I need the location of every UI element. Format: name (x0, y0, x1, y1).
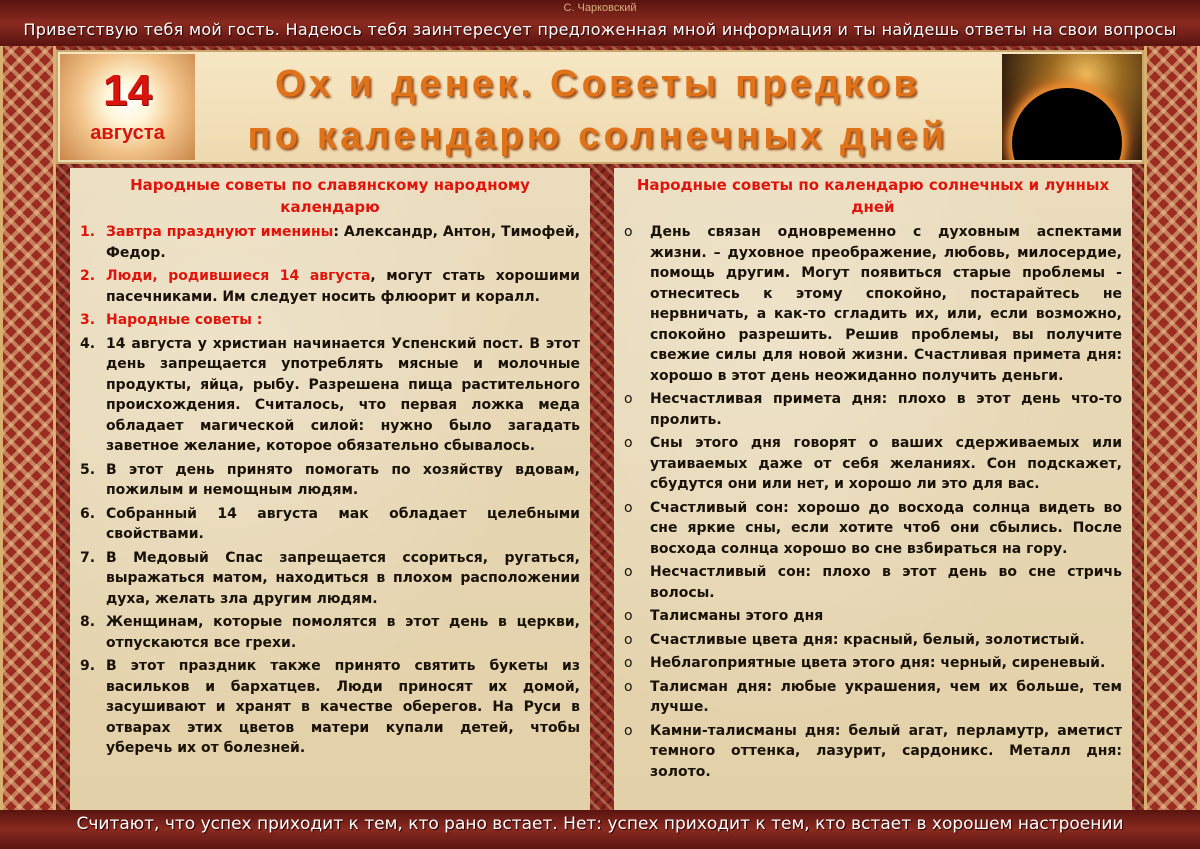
date-day: 14 (103, 66, 152, 115)
right-list (624, 222, 1122, 782)
right-list-item (624, 433, 1122, 495)
list-number: 6. (80, 505, 96, 522)
left-heading: Народные советы по славянскому народному календарю (130, 176, 530, 216)
list-text: Талисманы этого дня (650, 608, 824, 624)
greeting-banner: Приветствую тебя мой гость. Надеюсь тебя заинтересует предложенная мной информация и ты найдешь ответы на свои вопросы (23, 20, 1177, 39)
highlight-text: Народные советы : (106, 312, 263, 328)
right-list-item (624, 222, 1122, 386)
date-badge (60, 54, 195, 160)
left-list-item (80, 612, 580, 653)
list-text: Камни-талисманы дня: белый агат, перламутр, аметист темного оттенка, лазурит, сардоникс. Металл дня: золото. (650, 722, 1122, 780)
page-title (198, 58, 998, 162)
bullet-icon: o (624, 631, 633, 648)
eclipse-disc (1012, 88, 1122, 160)
list-text: Счастливый сон: хорошо до восхода солнца видеть во сне яркие сны, если хотите чтоб они сбылись. После восхода солнца хорошо во сне взбираться на гору. (650, 499, 1122, 557)
list-number: 1. (80, 224, 96, 240)
list-number: 8. (80, 614, 96, 630)
body-text: В Медовый Спас запрещается ссориться, ругаться, выражаться матом, находиться в плохом расположении духа, желать зла другим людям. (106, 549, 580, 607)
left-list-item (80, 656, 580, 759)
slavic-calendar-panel (70, 168, 590, 810)
title-line-1: Ох и денек. Советы предков (274, 63, 922, 105)
list-number: 4. (80, 335, 96, 352)
left-list-item (80, 222, 580, 263)
bullet-icon: o (624, 678, 633, 695)
list-text: Талисман дня: любые украшения, чем их больше, тем лучше. (650, 678, 1122, 715)
list-text (106, 266, 580, 307)
list-text: Счастливые цвета дня: красный, белый, золотистый. (650, 631, 1085, 648)
left-list-item (80, 504, 580, 545)
list-number: 3. (80, 312, 96, 328)
body-text: 14 августа у христиан начинается Успенский пост. В этот день запрещается употреблять мясные и молочные продукты, яйца, рыбу. Разрешена пища растительного происхождения. Считалось, что первая ложка меда обладает магической силой: нужно было загадать заветное желание, которое обязательно сбывалось. (106, 335, 580, 454)
left-ornament (0, 46, 56, 810)
list-text (106, 548, 580, 610)
bullet-icon: o (624, 608, 633, 624)
header (56, 50, 1144, 164)
right-list-item (624, 606, 1122, 627)
list-text: Несчастливая примета дня: плохо в этот день что-то пролить. (650, 391, 1122, 428)
list-text (106, 460, 580, 501)
bullet-icon: o (624, 499, 633, 516)
body-text: В этот день принято помогать по хозяйству вдовам, пожилым и немощным людям. (106, 461, 580, 498)
list-text (106, 656, 580, 759)
right-list-item (624, 562, 1122, 603)
list-text (106, 504, 580, 545)
date-month: августа (90, 122, 165, 144)
list-text: Сны этого дня говорят о ваших сдерживаемых или утаиваемых даже от себя желаниях. Сон подскажет, сбудутся они или нет, и хорошо ли это для вас. (650, 435, 1122, 492)
list-text (106, 310, 580, 331)
body-text: : Александр, Антон, Тимофей, Федор. (106, 224, 580, 261)
left-list-item (80, 334, 580, 457)
right-list-item (624, 389, 1122, 430)
left-list-item (80, 266, 580, 307)
body-text: Женщинам, которые помолятся в этот день в церкви, отпускаются все грехи. (106, 614, 580, 651)
right-ornament (1144, 46, 1200, 810)
left-list-item (80, 310, 580, 331)
bullet-icon: o (624, 391, 633, 407)
list-number: 9. (80, 658, 96, 674)
list-text (106, 334, 580, 457)
list-number: 7. (80, 549, 96, 566)
bullet-icon: o (624, 224, 633, 240)
right-list-item (624, 677, 1122, 718)
eclipse-image (1002, 54, 1142, 160)
body-text: Собранный 14 августа мак обладает целебными свойствами. (106, 505, 580, 542)
right-heading: Народные советы по календарю солнечных и лунных дней (636, 176, 1110, 216)
right-list-item (624, 653, 1122, 674)
body-text: В этот праздник также принято святить букеты из васильков и бархатцев. Люди приносят их домой, засушивают и хранят в качестве оберегов. На Руси в отварах этих цветов матери купали детей, чтобы уберечь их от болезней. (106, 658, 580, 756)
solar-lunar-panel (614, 168, 1132, 810)
list-text: День связан одновременно с духовным аспектами жизни. – духовное преображение, любовь, милосердие, помощь другим. Могут появиться старые проблемы - отнеситесь к этому спокойно, постарайтесь не нервничать, а как-то сгладить их, или, если возможно, спокойно разрешить. Решив проблемы, вы получите свежие силы для новой жизни. Счастливая примета дня: хорошо в этот день неожиданно получить деньги. (650, 224, 1122, 384)
right-list-item (624, 498, 1122, 560)
title-line-2: по календарю солнечных дней (247, 115, 949, 157)
author-credit: С. Чарковский (563, 2, 637, 14)
list-text: Несчастливый сон: плохо в этот день во сне стричь волосы. (650, 564, 1122, 601)
footer-quote: Считают, что успех приходит к тем, кто рано встает. Нет: успех приходит к тем, кто встает в хорошем настроении (76, 814, 1124, 834)
left-list-item (80, 460, 580, 501)
left-list-item (80, 548, 580, 610)
bullet-icon: o (624, 655, 633, 671)
list-number: 2. (80, 268, 96, 284)
bullet-icon: o (624, 564, 633, 580)
list-number: 5. (80, 461, 96, 478)
bullet-icon: o (624, 435, 633, 451)
right-list-item (624, 630, 1122, 651)
list-text: Неблагоприятные цвета этого дня: черный, сиреневый. (650, 655, 1106, 671)
bullet-icon: o (624, 722, 633, 739)
highlight-text: Люди, родившиеся 14 августа (106, 268, 371, 284)
list-text (106, 222, 580, 263)
highlight-text: Завтра празднуют именины (106, 224, 334, 240)
body-text: , могут стать хорошими пасечниками. Им следует носить флюорит и коралл. (106, 268, 580, 305)
right-list-item (624, 721, 1122, 783)
list-text (106, 612, 580, 653)
left-list (80, 222, 580, 759)
